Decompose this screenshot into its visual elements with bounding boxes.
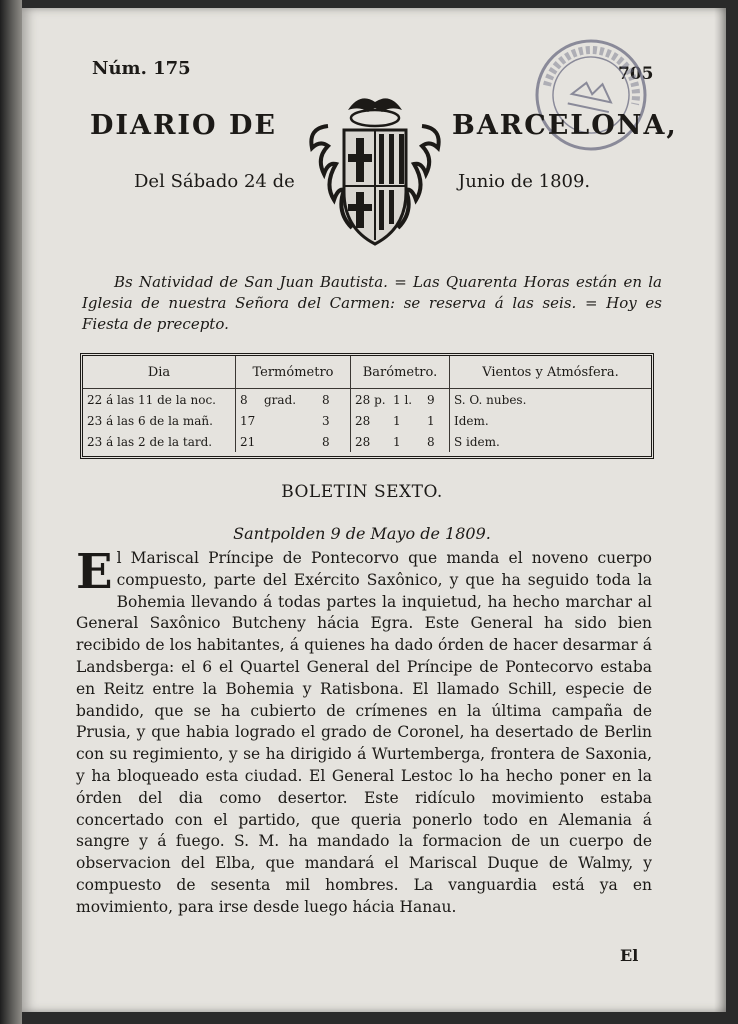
weather-header-termometro: Termómetro — [236, 356, 351, 389]
article-text: l Mariscal Príncipe de Pontecorvo que manda el noveno cuerpo compuesto, parte del Exército Saxônico, y que ha seguido toda la Bohemia llevando á todas partes la inquietud, ha hecho marchar al General Saxônico Butcheny hácia Egra. Este General ha sido bien recibido de los habitantes, á quienes ha dado órden de hacer desarmar á Landsberga: el 6 el Quartel General del Príncipe de Pontecorvo estaba en Reitz entre la Bohemia y Ratisbona. El llamado Schill, especie de bandido, que se ha cubierto de crímenes en la última campaña de Prusia, y que habia logrado el grado de Coronel, ha desertado de Berlin con su regimiento, y se ha dirigido á Wurtemberga, frontera de Saxonia, y ha bloqueado esta ciudad. El General Lestoc lo ha hecho poner en la órden del dia como desertor. Este ridículo movimiento estaba concertado con el partido, que queria ponerlo todo en Alemania á sangre y á fuego. S. M. ha mandado la formacion de un cuerpo de observacion del Elba, que mandará el Mariscal Duque de Walmy, y compuesto de sesenta mil hombres. La vanguardia está ya en movimiento, para irse desde luego hácia Hanau. — [76, 549, 652, 916]
weather-barometro: 28 p. 1 l. 9 — [351, 389, 450, 411]
weather-header-dia: Dia — [83, 356, 236, 389]
weather-dia: 23 á las 2 de la tard. — [83, 431, 236, 452]
issue-date-left: Del Sábado 24 de — [134, 171, 295, 192]
weather-barometro: 28 1 1 — [351, 410, 450, 431]
weather-barometro: 28 1 8 — [351, 431, 450, 452]
page-edge-shadow — [714, 8, 726, 1012]
weather-vientos: S. O. nubes. — [454, 392, 527, 407]
weather-header-barometro: Barómetro. — [351, 356, 450, 389]
masthead-title-right: BARCELONA, — [452, 110, 678, 141]
weather-vientos: Idem. — [454, 413, 489, 428]
weather-vientos: S idem. — [454, 434, 500, 449]
barcelona-coat-of-arms-icon — [298, 88, 452, 254]
issue-date-right: Junio de 1809. — [458, 171, 591, 192]
article-dateline: Santpolden 9 de Mayo de 1809. — [233, 524, 491, 543]
masthead-title-left: DIARIO DE — [90, 110, 277, 141]
newspaper-page — [22, 8, 726, 1012]
section-title: BOLETIN SEXTO. — [281, 482, 443, 502]
weather-termometro: 8 grad. 8 — [236, 389, 351, 411]
issue-number: Núm. 175 — [92, 58, 191, 79]
weather-dia: 22 á las 11 de la noc. — [83, 389, 236, 411]
weather-termometro: 17 3 — [236, 410, 351, 431]
book-spine-edge — [0, 0, 22, 1024]
weather-termometro: 21 8 — [236, 431, 351, 452]
weather-header-vientos: Vientos y Atmósfera. — [450, 356, 652, 389]
religious-notice: Bs Natividad de San Juan Bautista. = Las Quarenta Horas están en la Iglesia de nuestra Señora del Carmen: se reserva á las seis. = Hoy es Fiesta de precepto. — [82, 273, 662, 333]
table-row — [83, 410, 651, 431]
weather-dia: 23 á las 6 de la mañ. — [83, 410, 236, 431]
catchword: El — [620, 946, 639, 965]
table-row — [83, 431, 651, 452]
page-number: 705 — [618, 64, 654, 84]
drop-cap: E — [76, 544, 113, 600]
article-body — [76, 544, 652, 919]
table-row — [83, 389, 651, 411]
weather-table — [80, 353, 654, 459]
